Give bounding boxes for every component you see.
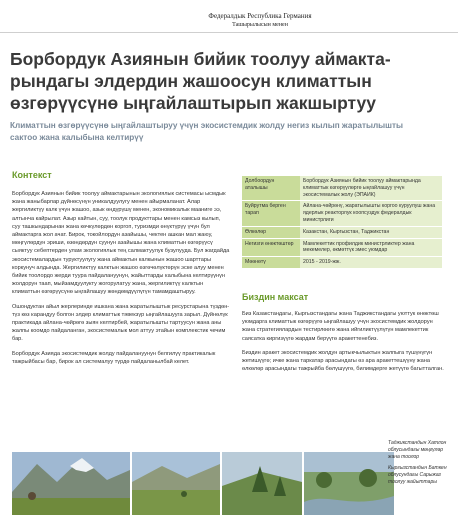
context-paragraph: Борбордук Азияда экосистемдик жолду пайдалануунун белгилүү практикалык тажрыйбасы бар, бирок ал системалуу түрдө пайдаланылбай келет. — [12, 350, 216, 365]
header-divider — [0, 32, 458, 33]
info-value: Борбордук Азиянын бийик тоолуу аймактарында климаттык өзгөрүүлөргө ыңгайлашуу үчүн экосистемалык жолу (ЭПАИК) — [300, 176, 442, 201]
photo-caption — [388, 440, 454, 490]
info-value: 2015 - 2019-жж. — [300, 257, 442, 269]
info-key: Негизги өнөктөштөр — [242, 238, 300, 257]
context-heading: Контекст — [12, 170, 52, 180]
project-info-table — [242, 176, 442, 269]
goal-paragraph: Биздин аракет экосистемдик жолдун артыкчылыктын жалпыга түшүнүгүн жетишүүгө; ичке жана таркатар арасындагы өз ара аракеттешүүнү жана өлкөлөр арасындагы тажрыйба бөлүшүүгө, билимдерге жетүүгө багытталган. — [242, 349, 444, 373]
info-key: Долбоордун аталышы — [242, 176, 300, 201]
info-value: Казакстан, Кыргызстан, Таджикстан — [300, 226, 442, 238]
context-paragraph: Борбордук Азиянын бийик тоолуу аймактарынын экологиялык системасы ысмдык жана жаныбарлар дүйнөсүнүн уникалдуулугу менен айырмаланат. Алар жергиликтүү калк үчүн жашоо, азык өндүрүшү менен, экономикалык мааниге ээ, алтынча кайрылат. Азыр кайтын, суу, тоолук продукттары менен камсыз кылып, суу ташкындарынан жана көчкүлөрдөн коргоп, туризмди өнүктүрүү үчүн бул аймактарга жол ачат. Бирок, токойлордун азайышы, чектен ашкан мал жаюу, мөңгүлөрдүн эриши, өзөндөрдүн суунун азайышы жана климаттын өзгөрүүсү сыяктуу себептерден улам экологиялык тең салмактуулук бузулууда. Бул жагдайда экосистемалардын туруктуулугу жана аймактын калкынын жашоо шарттары коркунуч алдында. Жергиликтүү калктын жашоо өзгөчөлүктөрүн эске алуу менен бийик тоолордо жерди туура пайдалануунун, жайыттарды калыбына келтирүүнүн жолдорун таап, мыйзамдуулукту жогорулатуу жана, жергиликтүү калктын климаттын өзгөрүүсүнө ыңгайлашуу жөндөмдүүлүгүн тамамдаштыруу. — [12, 191, 230, 296]
info-value: Мамлекеттик профилдик министрликтер жана мекемелер, өкмөттүк эмес уюмдар — [300, 238, 442, 257]
forest-photo — [222, 452, 302, 515]
goal-heading: Биздин максат — [242, 292, 309, 302]
government-header — [170, 12, 350, 30]
info-row — [242, 257, 442, 269]
page-title: Борбордук Азиянын бийик тоолуу аймакта-рындагы элдердин жашоосун климаттын өзгөрүүсүнө ыңгайлаштырып жакшыртуу — [10, 49, 391, 113]
context-body — [12, 190, 230, 372]
info-row — [242, 176, 442, 201]
caption-text: Таджикстандын Хатлон облусындагы мөңгүлөр жана тоолор — [388, 440, 447, 460]
info-row — [242, 238, 442, 257]
info-row — [242, 201, 442, 226]
info-key: Мөөнөтү — [242, 257, 300, 269]
river-photo — [304, 452, 394, 515]
caption-text: Кыргызстандын Баткен облусундагы Сарыжаз тоолуу жайыттары — [388, 465, 447, 485]
valley-photo — [132, 452, 220, 515]
goal-paragraph: Биз Казакстандагы, Кыргызстандагы жана Таджикстандагы уюттук өнөктөш уюмдарга климаттык өзгөрүүгө ыңгайлашуу үчүн экосистемдик жолдорун жана стратегиялардын тестирлөөгө жана ийгиликтүүлүгүн мамлекеттик саясатка киргизүүгө жардам берүүгө аракеттенебиз. — [242, 311, 439, 342]
context-paragraph: Ошондуктан айыл жерлеринде ишкана жана жаратылыштык ресурстарына түздөн-түз көз карандуу болгон элдер климаттык тәвекзүр ыңгайлашууга зарыл. Дүйнөлүк практикада айлана-чөйрөгө зыян келтирбей, жаратылышты тартуусун жана аны жалпы коомдо пайдаланган, экосистемалык мол аттуу этайын комплекстик чечим бар. — [12, 303, 230, 343]
info-value: Айлана-чөйрөнү, жаратылышты коргоо куруулуш жана ядерлык реакторлук коопсуздук федералдык министрлиги — [300, 201, 442, 226]
government-name: Федералдык Республика Германия — [208, 12, 312, 20]
goal-body — [242, 310, 447, 379]
info-key: Буйрутма берген тарап — [242, 201, 300, 226]
mountain-photo — [12, 452, 130, 515]
page-subtitle: Климаттын өзгөрүүсүнө ыңгайлаштыруу үчүн экосистемдик жолду негиз кылып жаратылышты сактоо жана калыбына келтирүү — [10, 121, 403, 142]
info-row — [242, 226, 442, 238]
info-key: Өлкөлөр — [242, 226, 300, 238]
government-subline: Ташырылысын менен — [232, 22, 288, 28]
